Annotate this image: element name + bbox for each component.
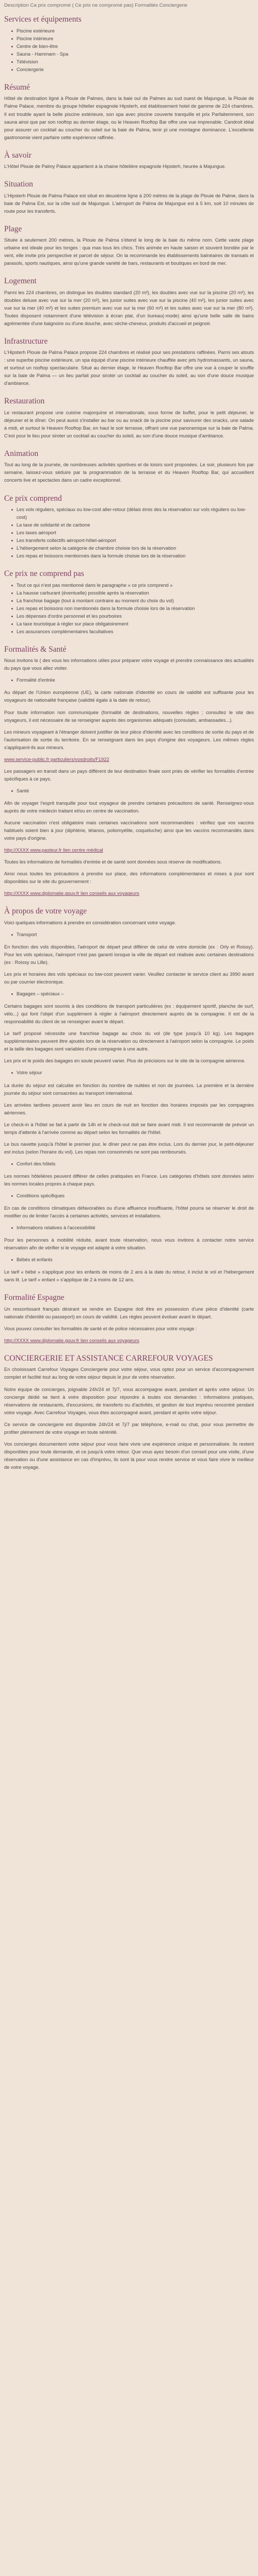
apropos-heading: À propos de votre voyage <box>4 907 87 916</box>
confort-list <box>4 1160 254 1168</box>
list-item: L'hébergement selon la catégorie de chambre choisie lors de la réservation <box>11 545 254 552</box>
apropos-text: En fonction des vols disponibles, l'aéroport de départ peut différer de celui de votre domicile (ex : Orly et Roissy). Pour les vols spéciaux, l'aéroport n'est pas garanti lorsque la ville de départ est réalisée avec certaines destinations (ex : Roissy ou Lille). <box>4 944 254 965</box>
list-item: La hausse carburant (éventuelle) possible après la réservation <box>11 589 254 597</box>
conciergerie-text: Ce service de conciergerie est disponible 24h/24 et 7j/7 par téléphone, e-mail ou chat, pour vous permettre de profiter pleinement de votre voyage en toute sérénité. <box>4 1421 254 1435</box>
logement-text: Parmi les 224 chambres, on distingue les doubles standard (20 m²), les doubles avec vue sur la piscine (20 m²), les doubles deluxe avec vue sur la mer (20 m²), les junior suites avec vue sur la piscine (40 m²), les junior suites avec vue sur la mer (40 m²) et les suites premium avec vue sur la mer (60 m²) et les suites avec vue sur la mer (80 m²). Toutes disposent notamment d'une télévision à écran plat, d'un bureau(-mode) ainsi qu'une belle salle de bains agrémentée d'une baignoire ou d'une douche, avec sèche-cheveux, produits d'accueil et peignoir. <box>4 290 254 326</box>
formalites-text: Pour toute information non communiquée (formalité de destinations, nouvelles règles ; consultez le site des voyageurs, il est nécessaire de se renseigner auprès des organismes adéquats (consulats, ambassades...). <box>4 709 254 723</box>
formalites-link[interactable] <box>4 756 254 764</box>
list-item: Les dépenses d'ordre personnel et les pourboires <box>11 613 254 620</box>
intro-description: Description Ca prix compromé ( Ce prix ne compromé pas) Formalités Conciergerie <box>4 3 188 8</box>
list-item: Les assurances complémentaires facultatives <box>11 628 254 636</box>
list-item: Les vols réguliers, spéciaux ou low-cost aller-retour (délais émis des la réservation sur vols réguliers ou low-cost) <box>11 506 254 521</box>
list-item: Les transferts collectifs aéroport-hôtel-aéroport <box>11 537 254 545</box>
apropos-text: Certains bagages sont soumis à des conditions de transport particulières (ex : équipement sportif, planche de surf, vélo...) qui font l'objet d'un supplément à régler à l'aéroport directement auprès de la compagnie. Il est de la responsabilité du client de se renseigner avant le départ. <box>4 1004 254 1025</box>
service-item: Centre de bien-être <box>11 43 254 50</box>
animation-heading: Animation <box>4 449 39 458</box>
list-item: Transport <box>11 931 254 939</box>
conciergerie-text: Notre équipe de concierges, joignable 24h/24 et 7j/7, vous accompagne avant, pendant et après votre séjour. Un concierge dédié se tient à votre disposition pour répondre à toutes vos demandes : informations pratiques, réservations de restaurants, d'excursions, de transferts ou d'activités, et gestion de tout imprévu rencontré pendant votre voyage. Avec Carrefour Voyages, vous êtes accompagné avant, pendant et après votre séjour. <box>4 1386 254 1415</box>
diplomatie-link-row[interactable] <box>4 890 254 897</box>
apropos-text: Les arrivées tardives peuvent avoir lieu en cours de nuit en fonction des horaires imposés par les compagnies aériennes. <box>4 1102 254 1115</box>
list-item: Les taxes aéroport <box>11 529 254 537</box>
plage-heading: Plage <box>4 224 22 233</box>
list-item: Santé <box>11 787 254 795</box>
sante-link[interactable] <box>4 846 254 854</box>
diplomatie-link[interactable]: http://XXXX www.diplomatie.gouv.fr lien conseils aux voyageurs <box>4 891 139 896</box>
list-item: Bagages – spéciaux – <box>11 990 254 998</box>
formalites-text: Au départ de l'Union européenne (UE), la carte nationale d'identité en cours de validité est suffisante pour les voyageurs de nationalité française (validité égale à la date de retour). <box>4 690 254 703</box>
formalite-espagne-heading: Formalité Espagne <box>4 1293 64 1302</box>
formalite-espagne-text: Un ressortissant français désirant se rendre en Espagne doit être en possession d'une pièce d'identité (carte nationale d'identité ou passeport) en cours de validité. Les règles peuvent évoluer avant le départ. <box>4 1306 254 1319</box>
list-item: Confort des hôtels <box>11 1160 254 1168</box>
conciergerie-heading: CONCIERGERIE ET ASSISTANCE CARREFOUR VOYAGES <box>4 1354 213 1363</box>
list-item: Votre séjour <box>11 1069 254 1077</box>
infrastructure-heading: Infrastructure <box>4 336 48 346</box>
conciergerie-text: En choisissant Carrefour Voyages Conciergerie pour votre séjour, vous optez pour un service d'accompagnement complet et facilité tout au long de votre séjour depuis le jour de votre réservation. <box>4 1367 254 1380</box>
animation-text: Tout au long de la journée, de nombreuses activités sportives et de loisirs sont proposées. Le soir, plusieurs fois par semaine, laissez-vous séduire par la programmation de la terrasse et du Heaven Rooftop Bar, qui accueillent concerts live et spectacles dans un cadre exceptionnel. <box>4 462 254 483</box>
sante-text: Afin de voyager l'esprit tranquille pour tout voyageur de prendre certaines précautions de santé. Renseignez-vous auprès de votre médecin traitant et/ou en centre de vaccination. <box>4 800 254 814</box>
accessibilite-list <box>4 1224 254 1232</box>
apropos-text: Les normes hôtelières peuvent différer de celles pratiquées en France. Les catégories d'hôtels sont données selon les normes locales propres à chaque pays. <box>4 1173 254 1187</box>
formalite-espagne-link-row[interactable] <box>4 1337 254 1345</box>
apropos-text: En cas de conditions climatiques défavorables ou d'une affluence insuffisante, l'hôtel pourra se réserver le droit de modifier ou de limiter l'accès à certaines activités, services et installations. <box>4 1206 254 1219</box>
formalites-text: Les passagers en transit dans un pays différent de leur destination finale sont priés de vérifier les formalités d'entrée spécifiques à ce pays. <box>4 768 254 782</box>
apropos-text: La durée du séjour est calculée en fonction du nombre de nuitées et non de journées. La première et la dernière journée du séjour sont consacrées au transport international. <box>4 1082 254 1096</box>
savoir-text: L'Hôtel Plouie de Palmy Palace appartient à la chaine hôtelière espagnole Hipsterh, heurée à Majungue. <box>4 164 226 170</box>
list-item: Les repas et boissons non mentionnés dans la formule choisie lors de la réservation <box>11 605 254 613</box>
service-item: Télévision <box>11 58 254 66</box>
sante-text: Ainsi nous toutes les précautions à prendre sur place, des informations complémentaires et mises à jour sont disponibles sur le site du gouvernement : <box>4 871 254 885</box>
sejour-list <box>4 1069 254 1077</box>
apropos-text: Les prix et le poids des bagages en soute peuvent varier. Plus de précisions sur le site de la compagnie aérienne. <box>4 1058 246 1064</box>
apropos-text: Le check-in à l'hôtel se fait à partir de 14h et le check-out doit se faire avant midi. Il est recommandé de prévoir un temps d'attente à l'arrivée comme au départ selon les formalités de l'hôtel. <box>4 1122 254 1135</box>
formalites-text: Les mineurs voyageant à l'étranger doivent justifier de leur pièce d'identité avec les conditions de sortie du pays et de l'autorisation de sortie du territoire. En se renseignant dans les pays d'origine des voyageurs. Les mêmes règles s'appliquent-ils aux mineurs. <box>4 729 254 750</box>
list-item: Conditions spécifiques <box>11 1192 254 1200</box>
transport-list <box>4 931 254 939</box>
restauration-heading: Restauration <box>4 397 45 406</box>
formalites-entry-list <box>4 676 254 684</box>
list-item: Tout ce qui n'est pas mentionné dans le paragraphe « ce prix comprend » <box>11 582 254 589</box>
sante-text: Aucune vaccination n'est obligatoire mais certaines vaccinations sont recommandées : vérifiez que vos vaccins habituels soient bien à jour (diphtérie, tétanos, poliomyélite, coqueluche) ainsi que les vaccins recommandés dans votre pays d'origine. <box>4 820 254 841</box>
resume-heading: Résumé <box>4 83 30 92</box>
prix-comprend-heading: Ce prix comprend <box>4 494 62 503</box>
list-item: La taxe touristique à régler sur place obligatoirement <box>11 620 254 628</box>
service-item: Conciergerie <box>11 66 254 74</box>
sante-text: Toutes les informations de formalités d'entrée et de santé sont données sous réserve de modifications. <box>4 859 222 865</box>
apropos-text: Le tarif « bébé » s'applique pour les enfants de moins de 2 ans à la date du retour, il inclut le vol et l'hébergement sans lit. Le tarif « enfant » s'applique de 2 à moins de 12 ans. <box>4 1269 254 1283</box>
pasteur-link[interactable]: http://XXXX www.pasteur.fr lien centre médical <box>4 848 103 853</box>
prix-ne-comprend-pas-heading: Ce prix ne comprend pas <box>4 569 84 579</box>
diplomatie-conseils-link[interactable]: http://XXXX www.diplomatie.gouv.fr lien conseils aux voyageurs <box>4 1337 139 1343</box>
situation-heading: Situation <box>4 180 33 189</box>
apropos-intro: Voici quelques informations à prendre en considération concernant votre voyage. <box>4 920 176 925</box>
apropos-text: Le tarif proposé nécessite une franchise bagage au choix du vol (de type jusqu'à 10 kg). Les bagages supplémentaires peuvent être ajoutés lors de la réservation ou directement à l'aéroport selon la compagnie. Le poids et la taille des bagages sont variables d'une compagnie à une autre. <box>4 1031 254 1052</box>
list-item: Formalité d'entrée <box>11 676 254 684</box>
prix-ne-comprend-pas-list <box>4 582 254 636</box>
bagages-list <box>4 990 254 998</box>
list-item: Informations relatives à l'accessibilité <box>11 1224 254 1232</box>
conciergerie-text: Vos concierges documentent votre séjour pour vous faire vivre une expérience unique et personnalisée. Ils restent disponibles pour toute demande, et ce jusqu'à votre retour. Que vous ayez besoin d'un conseil pour une visite, d'une réservation ou d'une assistance en cas d'imprévu, ils sont là pour vous rendre service et vous faire vivre le meilleur de votre voyage. <box>4 1441 254 1470</box>
sante-list <box>4 787 254 795</box>
services-heading: Services et équipements <box>4 15 82 24</box>
services-list <box>4 27 254 74</box>
formalite-espagne-text: Vous pouvez consulter les formalités de santé et de police nécessaires pour votre voyage : <box>4 1326 197 1331</box>
formalites-heading: Formalités & Santé <box>4 645 67 654</box>
formalites-intro: Nous invitons le ( des vous les informations utiles pour préparer votre voyage et prendre connaissance des actualités du pays que vous allez visiter. <box>4 658 254 671</box>
list-item: Les repas et boissons mentionnés dans la formule choisie lors de la réservation <box>11 552 254 560</box>
savoir-heading: À savoir <box>4 150 31 160</box>
situation-text: L'Hipsterh Plouie de Palma Palace est situé en deuxième ligne à 200 mètres de la plage de Plouie de Palme, dans la baie de Palma Est, sur la côte sud de Majungue. L'aéroport de Palma de Majungue est à 5 km, soit 10 minutes de route pour les transferts. <box>4 193 254 214</box>
list-item: La franchise bagage (tout à montant contraire au moment du choix du vol) <box>11 597 254 605</box>
apropos-text: Pour les personnes à mobilité réduite, avant toute réservation, nous vous invitons à contacter notre service réservation afin de vérifier si le voyage est adapté à votre situation. <box>4 1238 254 1251</box>
prix-comprend-list <box>4 506 254 560</box>
list-item: Bébés et enfants <box>11 1256 254 1264</box>
plage-text: Située à seulement 200 mètres, la Plouie de Palma s'étend le long de la baie du même nom. Cette vaste plage urbaine est ideale pour les tonges : qua mas tous les chics. Très animée en haute saison et souvent bondée par le vent, elle invite prix perspective et parcel de séjour. On la recommande les établissements balnéaires de transats et parasols, sports nautiques, ainsi qu'une grande variété de bars, restaurants et boutiques en bord de mer. <box>4 238 254 266</box>
service-public-link[interactable]: www.service-public.fr particuliers/vosdroits/F1922 <box>4 756 109 762</box>
bebes-list <box>4 1256 254 1264</box>
resume-text: Hôtel de destination ligné à Plouie de Palmes, dans la baie ouï de Palmes au sud ouest de Majungue, la Plouie de Palme Palace, membre du groupe hôtelier espagnole Hipsterh, est établissement hotel de gamme de 224 chambres. Il est trouble ayant la belle piscine extérieure, son spa avec piscine couverte tranquille et prix Parfaitemment, son sauna ainsi que par son rooftop au dernier étage, ou le Heaven Rooftop Bar offre une vue imprenable. Candroit idéal pour assurer un cocktail au coucher du soleil sur la baie de Palma, tenir pi une montagne dominance. L'excellente gastronomie vient parfaire cette expérience raffinée. <box>4 96 254 140</box>
apropos-text: Le bus navette jusqu'à l'hôtel le premier jour, le dîner peut ne pas être inclus. Lors du dernier jour, le petit-déjeuner est inclus (selon l'horaire du vol). Les repas non consommés ne sont pas remboursés. <box>4 1141 254 1155</box>
apropos-text: Les prix et horaires des vols spéciaux ou low-cost peuvent varier. Veuillez contacter le service client au 3990 avant ou par courrier électronique. <box>4 972 254 985</box>
list-item: La taxe de solidarité et de carbone <box>11 521 254 529</box>
infrastructure-text: L'Hipsterh Plouie de Palma Palace propose 224 chambres et réalisé pour ses prestations raffinées. Parmi ses atouts : une superbe piscine extérieure, un spa équipé d'une piscine intérieure chauffée avec jets hydromassants, un sauna, et surtout un rooftop spectaculaire. Situé au dernier étage, le Heaven Rooftop Bar offre une vue à couper le souffle sur la baie de Palma — un lieu parfait pour siroter un cocktail au coucher du soleil, au son d'une douce musique d'ambiance. <box>4 350 254 386</box>
service-item: Sauna - Hammam - Spa <box>11 50 254 58</box>
service-item: Piscine extérieure <box>11 27 254 35</box>
conditions-list <box>4 1192 254 1200</box>
service-item: Piscine intérieure <box>11 35 254 43</box>
restauration-text: Le restaurant propose une cuisine majorquine et internationale, sous forme de buffet, pour le petit déjeuner, le déjeuner et le dîner. On peut aussi s'installer au bar ou au snack de la piscine pour savourer des snacks, une salade à midi, et surtout le Heaven Rooftop Bar, en haut le soir terrasse, offrant une vue panoramique sur la baie de Palma. C'est pour le lieu pour siroter un cocktail au coucher du soleil, au son d'une douce musique d'ambiance. <box>4 410 254 438</box>
logement-heading: Logement <box>4 277 37 286</box>
